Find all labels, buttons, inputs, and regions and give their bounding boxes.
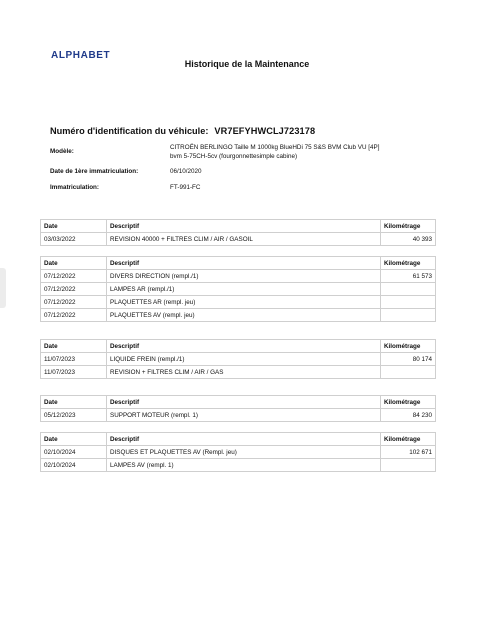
vin-value: VR7EFYHWCLJ723178 xyxy=(214,126,316,136)
model-value xyxy=(170,144,380,161)
column-header-date: Date xyxy=(41,433,107,446)
cell-mileage: 84 230 xyxy=(381,409,436,422)
column-header-description: Descriptif xyxy=(107,257,381,270)
table-row xyxy=(41,233,436,246)
table-row xyxy=(41,283,436,296)
cell-date: 11/07/2023 xyxy=(41,366,107,379)
table-row xyxy=(41,366,436,379)
table-header-row xyxy=(41,340,436,353)
table-header-row xyxy=(41,257,436,270)
column-header-mileage: Kilométrage xyxy=(381,220,436,233)
registration-date-label: Date de 1ère immatriculation: xyxy=(50,168,139,175)
cell-description: PLAQUETTES AV (rempl. jeu) xyxy=(107,309,381,322)
table-row xyxy=(41,353,436,366)
cell-description: LAMPES AV (rempl. 1) xyxy=(107,459,381,472)
cell-description: LAMPES AR (rempl./1) xyxy=(107,283,381,296)
cell-description: DIVERS DIRECTION (rempl./1) xyxy=(107,270,381,283)
column-header-mileage: Kilométrage xyxy=(381,340,436,353)
cell-description: SUPPORT MOTEUR (rempl. 1) xyxy=(107,409,381,422)
cell-mileage: 61 573 xyxy=(381,270,436,283)
maintenance-table xyxy=(40,395,436,422)
cell-mileage xyxy=(381,283,436,296)
plate-label: Immatriculation: xyxy=(50,184,99,191)
cell-description: LIQUIDE FREIN (rempl./1) xyxy=(107,353,381,366)
cell-date: 11/07/2023 xyxy=(41,353,107,366)
cell-date: 07/12/2022 xyxy=(41,283,107,296)
cell-mileage xyxy=(381,296,436,309)
cell-description: REVISION 40000 + FILTRES CLIM / AIR / GASOIL xyxy=(107,233,381,246)
model-line-1: CITROËN BERLINGO Taille M 1000kg BlueHDi 75 S&S BVM Club VU [4P] xyxy=(170,144,380,151)
column-header-date: Date xyxy=(41,257,107,270)
vin-line xyxy=(50,126,315,136)
column-header-mileage: Kilométrage xyxy=(381,396,436,409)
cell-description: DISQUES ET PLAQUETTES AV (Rempl. jeu) xyxy=(107,446,381,459)
cell-date: 07/12/2022 xyxy=(41,296,107,309)
column-header-mileage: Kilométrage xyxy=(381,257,436,270)
cell-date: 05/12/2023 xyxy=(41,409,107,422)
model-label: Modèle: xyxy=(50,148,74,155)
table-header-row xyxy=(41,433,436,446)
maintenance-table xyxy=(40,219,436,246)
cell-mileage: 80 174 xyxy=(381,353,436,366)
registration-date-value: 06/10/2020 xyxy=(170,168,202,175)
table-row xyxy=(41,309,436,322)
table-row xyxy=(41,409,436,422)
cell-mileage xyxy=(381,309,436,322)
column-header-date: Date xyxy=(41,220,107,233)
table-row xyxy=(41,296,436,309)
cell-mileage: 40 393 xyxy=(381,233,436,246)
page-edge-marker xyxy=(0,268,6,308)
column-header-date: Date xyxy=(41,396,107,409)
table-header-row xyxy=(41,220,436,233)
page-title: Historique de la Maintenance xyxy=(184,59,310,69)
cell-date: 07/12/2022 xyxy=(41,270,107,283)
column-header-date: Date xyxy=(41,340,107,353)
column-header-description: Descriptif xyxy=(107,220,381,233)
column-header-description: Descriptif xyxy=(107,396,381,409)
cell-date: 03/03/2022 xyxy=(41,233,107,246)
maintenance-table xyxy=(40,256,436,322)
column-header-mileage: Kilométrage xyxy=(381,433,436,446)
cell-description: PLAQUETTES AR (rempl. jeu) xyxy=(107,296,381,309)
company-logo: ALPHABET xyxy=(51,50,111,61)
plate-value: FT-991-FC xyxy=(170,184,201,191)
maintenance-table xyxy=(40,432,436,472)
vin-label: Numéro d'identification du véhicule: xyxy=(50,126,209,136)
model-line-2: bvm 5-75CH-5cv (fourgonnettesimple cabine) xyxy=(170,152,298,160)
table-row xyxy=(41,270,436,283)
cell-mileage: 102 671 xyxy=(381,446,436,459)
column-header-description: Descriptif xyxy=(107,433,381,446)
cell-description: REVISION + FILTRES CLIM / AIR / GAS xyxy=(107,366,381,379)
cell-date: 02/10/2024 xyxy=(41,459,107,472)
table-row xyxy=(41,459,436,472)
column-header-description: Descriptif xyxy=(107,340,381,353)
cell-mileage xyxy=(381,366,436,379)
cell-date: 02/10/2024 xyxy=(41,446,107,459)
maintenance-table xyxy=(40,339,436,379)
cell-date: 07/12/2022 xyxy=(41,309,107,322)
cell-mileage xyxy=(381,459,436,472)
table-row xyxy=(41,446,436,459)
table-header-row xyxy=(41,396,436,409)
